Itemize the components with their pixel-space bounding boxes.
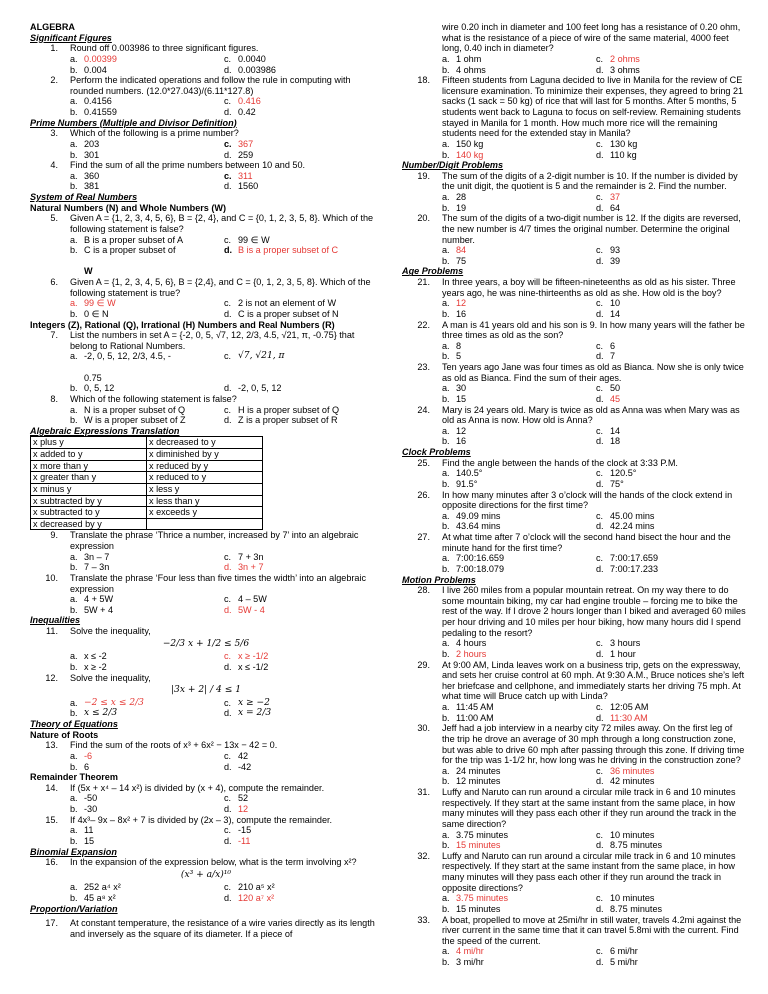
question-25: 25. Find the angle between the hands of the clock at 3:33 P.M. [417, 457, 678, 468]
page-title: ALGEBRA [30, 22, 75, 32]
question-32: 32. Luffy and Naruto can run around a circular mile track in 6 and 10 minutes respectively. If they start at the same instant from the same place, in how many minutes will they pass each other if they run around the track in opposite directions? [417, 850, 736, 893]
subsection-heading: Remainder Theorem [30, 772, 118, 783]
question-18: 18. Fifteen students from Laguna decided to live in Manila for the review of CE licensure examination. To minimize their expenses, they agreed to bring 21 sacks (1 sack = 50 kg) of rice that will last for 5 months. After 5 months, 5 students went back to Laguna to focus on self-review. Remaining students stayed in Manila for 1 month. How much more rice will the remaining students need for the extended stay in Manila? [417, 75, 744, 139]
section-heading: Clock Problems [402, 447, 471, 457]
options-25: a. 140.5° c. 120.5° b. 91.5° d. 75° [442, 468, 637, 489]
options-11: a. x ≤ -2 c. x ≥ -1/2 b. x ≥ -2 d. x ≤ -1/2 [70, 651, 269, 672]
question-13: 13. Find the sum of the roots of x³ + 6x² − 13x − 42 = 0. [45, 740, 278, 751]
options-26: a. 49.09 mins c. 45.00 mins b. 43.64 mins d. 42.24 mins [442, 510, 655, 532]
question-27: 27. At what time after 7 o’clock will the second hand bisect the hour and the minute hand for the first time? [417, 532, 731, 553]
options-3: a. 203 c. 367 b. 301 d. 259 [70, 138, 254, 160]
options-13: a. -6 c. 42 b. 6 d. -42 [70, 750, 252, 772]
question-22: 22. A man is 41 years old and his son is 9. In how many years will the father be three times as old as the son? [417, 319, 745, 341]
question-9: 9. Translate the phrase ‘Thrice a number, increased by 7’ into an algebraic expression [50, 530, 359, 551]
left-column [30, 22, 382, 940]
question-8: 8. Which of the following statement is false? [50, 393, 237, 404]
equation: (x³ + a/x)¹⁰ [180, 869, 232, 880]
question-17: 17. At constant temperature, the resistance of a wire varies directly as its length and inversely as the square of its diameter. If a piece of [45, 918, 375, 939]
subsection-heading: Natural Numbers (N) and Whole Numbers (W) [30, 202, 227, 213]
options-33: a. 4 mi/hr c. 6 mi/hr b. 3 mi/hr d. 5 mi/hr [442, 946, 638, 967]
question-10: 10. Translate the phrase ‘Four less than five times the width’ into an algebraic expression [45, 572, 367, 594]
options-6: a. 99 ∈ W c. 2 is not an element of W b. 0 ∈ N d. C is a proper subset of N [70, 298, 339, 319]
options-16: a. 252 a⁴ x² c. 210 a⁵ x² b. 45 a⁸ x² d. 120 a⁷ x² [70, 882, 275, 903]
section-heading: System of Real Numbers [30, 192, 138, 202]
section-heading: Inequalities [30, 615, 81, 626]
options-24: a. 12 c. 14 b. 16 d. 18 [442, 425, 621, 447]
options-27: a. 7:00:16.659 c. 7:00:17.659 b. 7:00:18.079 d. 7:00:17.233 [442, 553, 659, 574]
question-21: 21. In three years, a boy will be fifteen-nineteenths as old as his sister. Three years ago, he was nine-thirteenths as old as she. How old is the boy? [417, 277, 736, 298]
question-14: 14. If (5x + x⁴ – 14 x²) is divided by (x + 4), compute the remainder. [45, 782, 325, 793]
question-24: 24. Mary is 24 years old. Mary is twice as old as Anna was when Mary was as old as Anna is now. How old is Anna? [417, 404, 740, 426]
question-16: 16. In the expansion of the expression below, what is the term involving x²? [45, 857, 357, 868]
question-19: 19. The sum of the digits of a 2-digit number is 10. If the number is divided by the unit digit, the quotient is 5 and the remainder is 2. Find the number. [417, 170, 738, 192]
right-column [402, 22, 747, 968]
question-29: 29. At 9:00 AM, Linda leaves work on a business trip, gets on the expressway, and sets her cruise control at 60 mph. At 9:30 A.M., Bruce notices she’s left her briefcase and cellphone, and immediately starts her driving 75 mph. At what time will Bruce catch up with Linda? [417, 659, 745, 702]
options-9: a. 3n – 7 c. 7 + 3n b. 7 – 3n d. 3n + 7 [70, 551, 264, 573]
question-7: 7. List the numbers in set A = {-2, 0, 5, √7, 12, 2/3, 4.5, √21, π, -0.75} that belong to Rational Numbers. [50, 330, 355, 351]
question-17-continued: wire 0.20 inch in diameter and 100 feet long has a resistance of 0.20 ohm, what is the resistance of a piece of wire of the same material, 4000 feet long, 0.40 inch in diameter? [442, 22, 741, 54]
options-29: a. 11:45 AM c. 12:05 AM b. 11:00 AM d. 11:30 AM [442, 702, 649, 723]
options-15: a. 11 c. -15 b. 15 d. -11 [70, 825, 252, 846]
options-14: a. -50 c. 52 b. -30 d. 12 [70, 793, 249, 814]
question-33: 33. A boat, propelled to move at 25mi/hr in still water, travels 4.2mi against the river current in the same time that it can travel 5.8mi with the current. Find the speed of the current. [417, 914, 742, 946]
question-23: 23. Ten years ago Jane was four times as old as Bianca. Now she is only twice as old as Bianca. Find the sum of their ages. [417, 362, 744, 383]
options-4: a. 360 c. 311 b. 381 d. 1560 [70, 170, 259, 192]
options-18: a. 150 kg c. 130 kg b. 140 kg d. 110 kg [442, 138, 638, 160]
section-heading: Proportion/Variation [30, 903, 118, 914]
options-8: a. N is a proper subset of Q c. H is a proper subset of Q b. W is a proper subset of Z d. Z is a proper subset of R [70, 404, 340, 426]
question-11: 11. Solve the inequality, [46, 626, 151, 636]
options-23: a. 30 c. 50 b. 15 d. 45 [442, 383, 621, 404]
options-28: a. 4 hours c. 3 hours b. 2 hours d. 1 hour [442, 638, 641, 659]
equation: −2/3 x + 1/2 ≤ 5/6 [162, 638, 250, 649]
question-5: 5. Given A = {1, 2, 3, 4, 5, 6}, B = {2, 4}, and C = {0, 1, 2, 3, 5, 8}. Which of the following statement is false? [50, 213, 374, 234]
question-6: 6. Given A = {1, 2, 3, 4, 5, 6}, B = {2,4}, and C = {0, 1, 2, 3, 5, 8}. Which of the following statement is true? [50, 277, 371, 298]
options-5: a. B is a proper subset of A c. 99 ∈ W b. C is a proper subset of W d. B is a proper subset of C [70, 234, 339, 277]
question-31: 31. Luffy and Naruto can run around a circular mile track in 6 and 10 minutes respectively. If they start at the same instant from the same place, in how many minutes will they pass each other if they run around the track in the same direction? [417, 787, 737, 829]
options-32: a. 3.75 minutes c. 10 minutes b. 15 minutes d. 8.75 minutes [442, 893, 663, 914]
options-22: a. 8 c. 6 b. 5 d. 7 [442, 340, 616, 362]
translation-table: x plus y x decreased to y x added to y x diminished by y x more than y x reduced by y x greater than y x reduced to y x minus y x less y x subtracted by y x less than y x subtracted to y x exceeds y x decreased by y [30, 436, 263, 530]
question-12: 12. Solve the inequality, [45, 672, 151, 683]
question-15: 15. If 4x³– 9x – 8x² + 7 is divided by (2x – 3), compute the remainder. [45, 814, 333, 825]
options-17: a. 1 ohm c. 2 ohms b. 4 ohms d. 3 ohms [442, 53, 640, 75]
section-heading: Number/Digit Problems [402, 160, 504, 171]
options-1: a. 0.00399 c. 0.0040 b. 0.004 d. 0.003986 [70, 53, 276, 75]
question-20: 20. The sum of the digits of a two-digit number is 12. If the digits are reversed, the new number is 4/7 times the original number. Determine the original number. [417, 213, 741, 245]
section-heading: Theory of Equations [30, 719, 118, 729]
question-2: 2. Perform the indicated operations and follow the rule in computing with rounded numbers. (12.0*27.043)/(6.11*127.8) [50, 75, 351, 96]
options-7: a. -2, 0, 5, 12, 2/3, 4.5, - 0.75 c. √7, √21, π b. 0, 5, 12 d. -2, 0, 5, 12 [70, 351, 285, 394]
question-26: 26. In how many minutes after 3 o’clock will the hands of the clock extend in opposite directions for the first time? [417, 489, 733, 511]
options-20: a. 84 c. 93 b. 75 d. 39 [442, 245, 621, 266]
section-heading: Significant Figures [30, 32, 112, 43]
options-2: a. 0.4156 c. 0.416 b. 0.41559 d. 0.42 [70, 96, 261, 117]
options-10: a. 4 + 5W c. 4 – 5W b. 5W + 4 d. 5W - 4 [70, 594, 267, 615]
section-heading: Algebraic Expressions Translation [30, 425, 180, 436]
options-12: a. −2 ≤ x ≤ 2/3 c. x ≥ −2 b. x ≤ 2/3 d. x = 2/3 [70, 697, 272, 719]
section-heading: Age Problems [402, 266, 464, 277]
question-30: 30. Jeff had a job interview in a nearby city 72 miles away. On the first leg of the trip he drove an average of 30 mph through a long construction zone, but was able to drive 60 mph after passing through this zone. If driving time for the trip was 1-1/2 hr, how long was he driving in the construction zone? [417, 723, 745, 766]
section-heading: Motion Problems [402, 574, 476, 585]
question-28: 28. I live 260 miles from a popular mountain retreat. On my way there to do some mountain biking, my car had engine trouble – forcing me to bike the rest of the way. If I drove 2 hours longer than I biked and averaged 60 miles per hour driving and 10 miles per hour biking, how many hours did I spend pedaling to the resort? [417, 585, 746, 638]
options-19: a. 28 c. 37 b. 19 d. 64 [442, 192, 621, 213]
section-heading: Binomial Expansion [30, 846, 117, 857]
question-1: 1. Round off 0.003986 to three significant figures. [50, 43, 259, 54]
options-31: a. 3.75 minutes c. 10 minutes b. 15 minutes d. 8.75 minutes [442, 829, 663, 851]
question-3: 3. Which of the following is a prime number? [50, 128, 239, 139]
options-21: a. 12 c. 10 b. 16 d. 14 [442, 298, 621, 319]
subsection-heading: Integers (Z), Rational (Q), Irrational (H) Numbers and Real Numbers (R) [30, 319, 335, 330]
equation: |3x + 2| / 4 ≤ 1 [170, 685, 242, 696]
subsection-heading: Nature of Roots [30, 729, 99, 740]
section-heading: Prime Numbers (Multiple and Divisor Definition) [30, 117, 237, 128]
options-30: a. 24 minutes c. 36 minutes b. 12 minutes d. 42 minutes [442, 765, 655, 787]
question-4: 4. Find the sum of all the prime numbers between 10 and 50. [50, 160, 306, 171]
